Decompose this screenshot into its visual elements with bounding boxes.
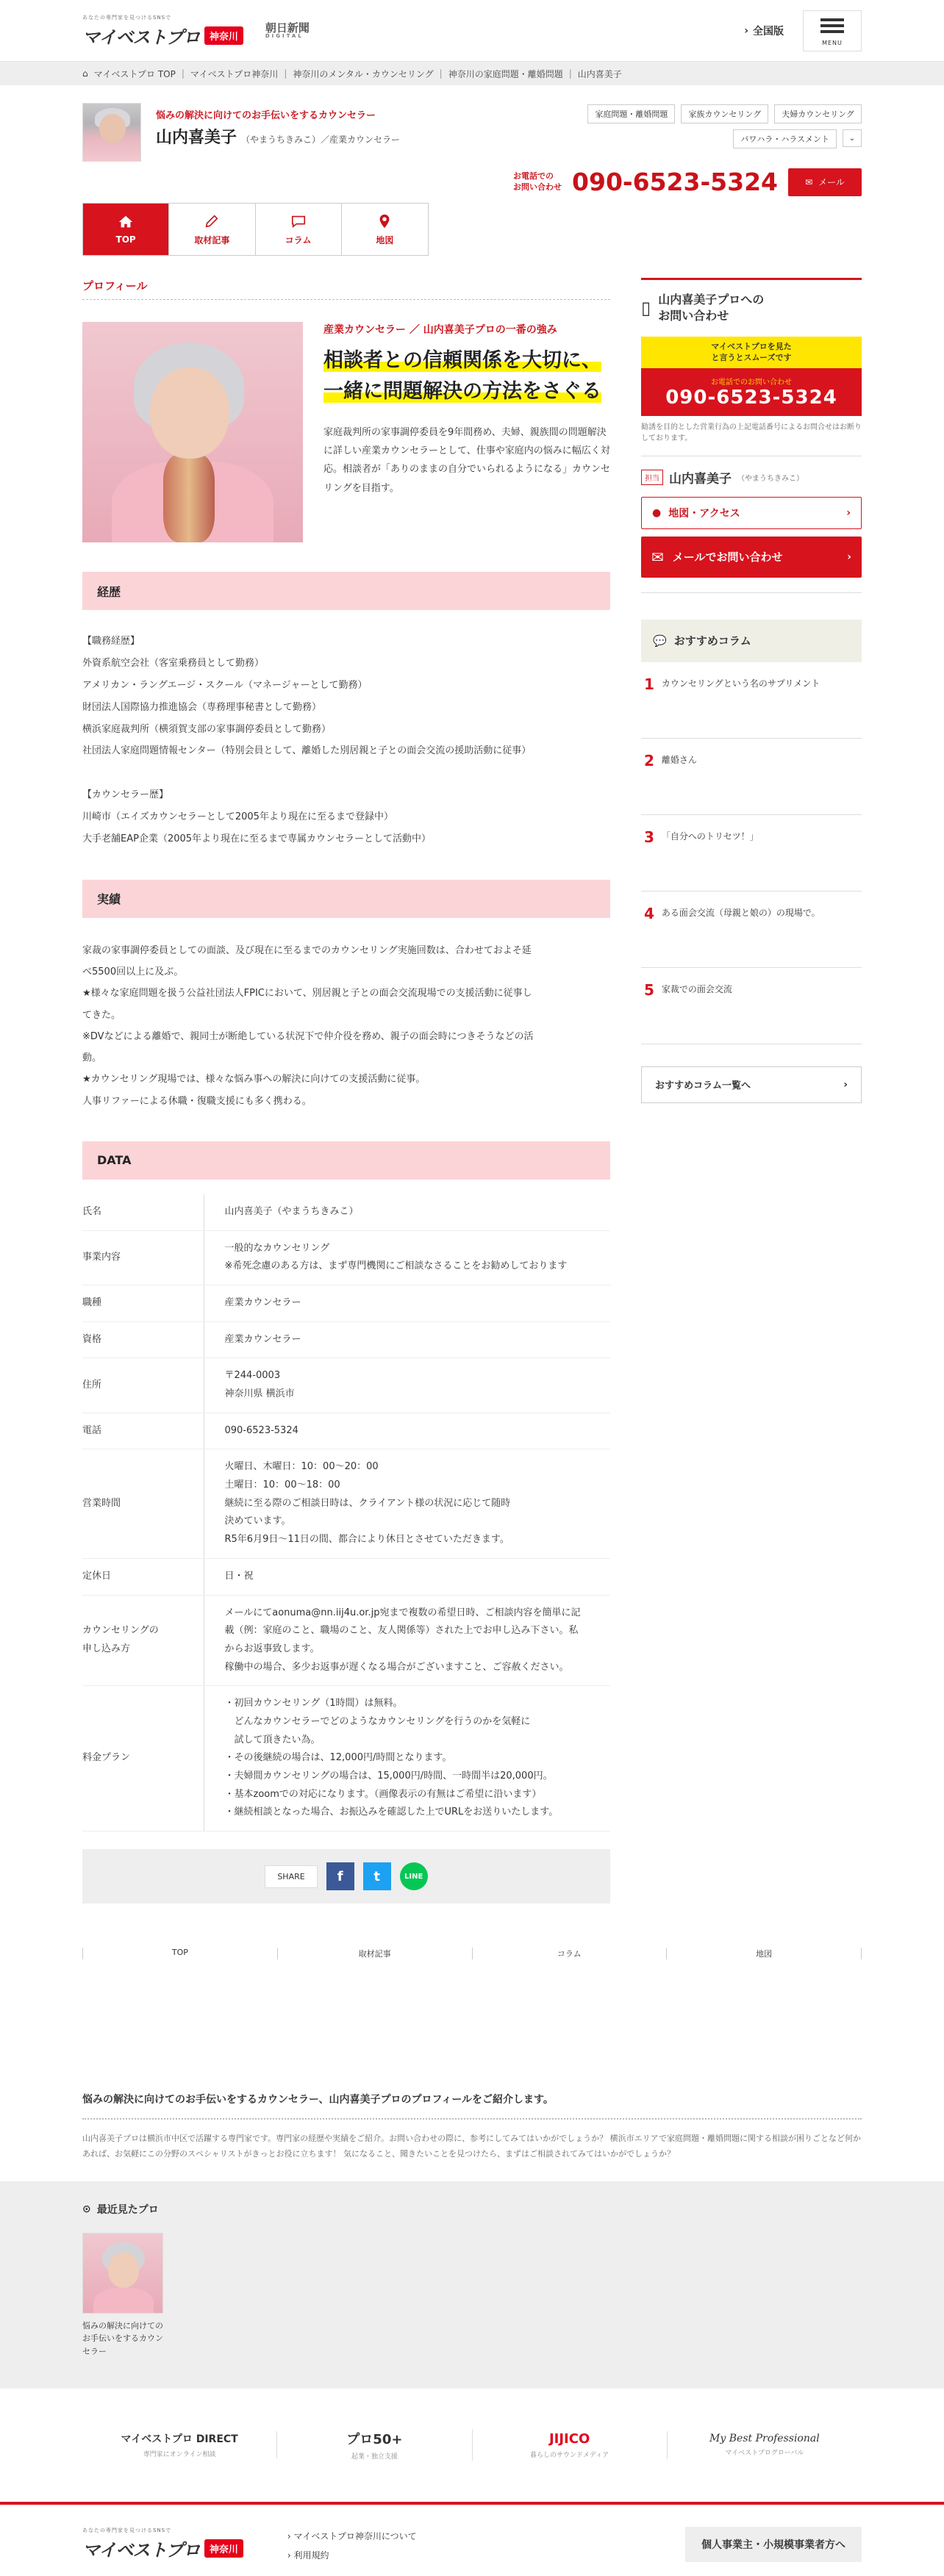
- partner-link[interactable]: [473, 2431, 668, 2459]
- partner-name: My Best Professional: [709, 2433, 820, 2445]
- career-line: [82, 762, 610, 784]
- mail-inquiry-button[interactable]: [641, 537, 862, 578]
- partner-link[interactable]: [668, 2433, 862, 2457]
- career-line: 横浜家庭裁判所（横須賀支部の家事調停委員として勤務）: [82, 723, 332, 735]
- menu-label: MENU: [822, 40, 843, 46]
- profile-headline-line2: 一緒に問題解決の方法をさぐる: [323, 379, 601, 403]
- pro-phone-row: [513, 168, 862, 196]
- mail-button-label: メール: [818, 177, 845, 187]
- data-row-value: 一般的なカウンセリング ※希死念慮のある方は、まず専門機関にご相談なさることをお勧めしております: [204, 1230, 610, 1285]
- sidebar-phone-label: お電話でのお問い合わせ: [711, 378, 792, 387]
- section-title-data: DATA: [82, 1141, 610, 1180]
- data-row-label: 事業内容: [82, 1230, 204, 1285]
- partner-links: [0, 2389, 944, 2502]
- data-row: [82, 1449, 610, 1558]
- data-row-label: 氏名: [82, 1194, 204, 1230]
- person-label: 担当: [641, 470, 663, 485]
- tab-label: 地図: [376, 234, 394, 245]
- smartphone-icon: ▯: [641, 297, 651, 318]
- recent-pro-card[interactable]: [82, 2233, 163, 2358]
- data-row-label: 資格: [82, 1321, 204, 1358]
- column-item[interactable]: [641, 739, 862, 815]
- sidebar-name-text: 山内喜美子: [669, 471, 732, 487]
- achievement-line: 動。: [82, 1052, 102, 1064]
- data-row: [82, 1413, 610, 1449]
- career-line: アメリカン・ラングエージ・スクール（マネージャーとして勤務）: [82, 679, 368, 691]
- pro-avatar: [82, 103, 141, 162]
- asahi-logo-sub: DIGITAL: [265, 33, 304, 40]
- footer-logo-text: マイベストプロ: [82, 2539, 200, 2561]
- column-item[interactable]: [641, 815, 862, 891]
- data-row-label: 職種: [82, 1285, 204, 1321]
- mail-inquiry-label: メールでお問い合わせ: [672, 550, 783, 564]
- data-row: [82, 1194, 610, 1230]
- data-row: [82, 1686, 610, 1831]
- bottom-nav-interview[interactable]: 取材記事: [358, 1949, 391, 1959]
- achievement-line: ★様々な家庭問題を扱う公益社団法人FPICにおいて、別居親と子との面会交流現場での支援活動に従事し: [82, 988, 532, 1000]
- map-access-button[interactable]: [641, 497, 862, 529]
- tel-label: [513, 171, 562, 193]
- column-number: 5: [644, 980, 654, 999]
- column-title: 離婚さん: [661, 754, 697, 765]
- profile-headline-line1: 相談者との信頼関係を大切に、: [323, 349, 601, 372]
- sidebar-pro-name: [641, 456, 862, 487]
- phone-note: 勧誘を目的とした営業行為の上記電話番号によるお問合せはお断りしております。: [641, 423, 862, 442]
- sidebar: [641, 278, 862, 1904]
- breadcrumb-separator: |: [181, 68, 185, 79]
- tag-link[interactable]: パワハラ・ハラスメント: [733, 129, 837, 148]
- section-title-achievements: 実績: [82, 880, 610, 918]
- career-line: 社団法人家庭問題情報センター（特別会員として、離婚した別居親と子との面会交流の援助活動に従事）: [82, 745, 532, 757]
- tab-column[interactable]: [256, 204, 342, 255]
- breadcrumb-separator: |: [284, 68, 287, 79]
- chevron-right-icon: ›: [843, 1078, 848, 1091]
- achievements-list: [82, 940, 610, 1112]
- phone-number[interactable]: 090-6523-5324: [572, 168, 778, 196]
- chevron-down-icon: ⊙: [82, 2203, 91, 2215]
- partner-sub: 暮らしのサウンドメディア: [530, 2451, 609, 2459]
- tag-link[interactable]: 家庭問題・離婚問題: [587, 104, 675, 123]
- map-access-label: 地図・アクセス: [668, 507, 740, 520]
- breadcrumb-item[interactable]: マイベストプロ神奈川: [190, 68, 279, 79]
- site-header: [0, 0, 944, 62]
- achievement-line: ★カウンセリング現場では、様々な悩み事への解決に向けての支援活動に従事。: [82, 1074, 426, 1086]
- tab-label: 取材記事: [194, 234, 230, 245]
- tel-label-line1: お電話での: [513, 171, 554, 182]
- data-row-value: 火曜日、木曜日：10：00〜20：00 土曜日：10：00〜18：00 継続に至る際のご相談日時は、クライアント様の状況に応じて随時 決めています。 R5年6月9日〜11日の間、都合により休日とさせていただきます。: [204, 1449, 610, 1558]
- partner-sub: マイベストプログローバル: [725, 2450, 804, 2458]
- menu-button[interactable]: [803, 10, 862, 51]
- mail-icon: ✉: [805, 176, 813, 187]
- footer-description: [82, 2092, 862, 2162]
- pro-tags: [553, 104, 862, 148]
- site-logo[interactable]: [82, 14, 243, 49]
- tab-label: TOP: [115, 234, 136, 245]
- logo-text: マイベストプロ: [82, 26, 200, 48]
- data-row-label: カウンセリングの 申し込み方: [82, 1595, 204, 1686]
- logo-prefecture: 神奈川: [204, 26, 243, 45]
- tag-link[interactable]: 家族カウンセリング: [681, 104, 768, 123]
- site-footer: [0, 2502, 944, 2572]
- pro-name-text: 山内喜美子: [156, 129, 237, 147]
- breadcrumb-item[interactable]: マイベストプロ TOP: [93, 68, 176, 79]
- share-bar: [82, 1849, 610, 1904]
- data-row-value: 〒244-0003 神奈川県 横浜市: [204, 1358, 610, 1413]
- column-title: 家裁での面会交流: [661, 983, 732, 994]
- column-item[interactable]: [641, 891, 862, 968]
- mail-icon: ✉: [651, 548, 664, 566]
- map-pin-icon: ●: [652, 506, 662, 519]
- footer-link[interactable]: › マイベストプロ神奈川について: [287, 2530, 417, 2541]
- footer-link-label: マイベストプロ神奈川について: [293, 2530, 417, 2541]
- tab-interview[interactable]: [169, 204, 255, 255]
- data-row: [82, 1358, 610, 1413]
- data-row-label: 料金プラン: [82, 1686, 204, 1831]
- asahi-logo-text: 朝日新聞: [265, 21, 310, 35]
- achievement-line: 人事リファーによる休職・復職支援にも多く携わる。: [82, 1095, 312, 1107]
- tip-line2: と言うとスムーズです: [711, 353, 792, 363]
- line-icon[interactable]: LINE: [400, 1862, 428, 1890]
- pencil-icon: [204, 213, 220, 229]
- footer-description-title: 悩みの解決に向けてのお手伝いをするカウンセラー、山内喜美子プロのプロフィールをご紹介します。: [82, 2092, 862, 2120]
- breadcrumb-separator: |: [568, 68, 572, 79]
- bottom-nav: [82, 1948, 862, 1959]
- pro-name-kana: （やまうちきみこ）／産業カウンセラー: [241, 134, 401, 145]
- footer-logo-tagline: あなたの専門家を見つけるSNSで: [82, 2527, 172, 2533]
- data-row-value: 産業カウンセラー: [204, 1321, 610, 1358]
- profile-intro: [82, 322, 610, 542]
- career-line: 大手老舗EAP企業（2005年より現在に至るまで専属カウンセラーとして活動中）: [82, 833, 432, 845]
- data-row-label: 電話: [82, 1413, 204, 1449]
- career-line: 財団法人国際協力推進協会（専務理事秘書として勤務）: [82, 701, 322, 713]
- contact-box: [641, 278, 862, 593]
- column-list-label: おすすめコラム一覧へ: [655, 1080, 751, 1092]
- chevron-right-icon: ›: [846, 506, 851, 519]
- mail-button[interactable]: [788, 168, 862, 196]
- main-content: [82, 278, 610, 1904]
- column-number: 2: [644, 751, 654, 769]
- asahi-logo[interactable]: [265, 22, 310, 40]
- hamburger-icon: [820, 15, 844, 36]
- data-row: [82, 1285, 610, 1321]
- contact-title-line1: 山内喜美子プロへの: [658, 293, 765, 306]
- chevron-right-icon: ›: [744, 25, 748, 37]
- recently-viewed-title: [82, 2202, 862, 2217]
- home-icon: [118, 214, 134, 230]
- column-title: カウンセリングという名のサプリメント: [661, 678, 820, 689]
- footer-logo[interactable]: [82, 2527, 243, 2566]
- column-item[interactable]: [641, 968, 862, 1044]
- breadcrumb: [0, 62, 944, 85]
- recent-pro-caption: 悩みの解決に向けてのお手伝いをするカウンセラー: [82, 2320, 163, 2357]
- national-link-label: 全国版: [753, 26, 784, 37]
- data-row-value: メールにてaonuma@nn.iij4u.or.jp宛まで複数の希望日時、ご相談内容を簡単に記 載（例：家庭のこと、職場のこと、友人関係等）された上でお申し込み下さい。私 からお返事致します。 稼働中の場合、多少お返事が遅くなる場合がございますこと、ご容赦ください。: [204, 1595, 610, 1686]
- career-line: 外資系航空会社（客室乗務員として勤務）: [82, 657, 265, 669]
- footer-links: [287, 2527, 417, 2566]
- profile-subtitle: 産業カウンセラー ／ 山内喜美子プロの一番の強み: [323, 324, 557, 336]
- bottom-nav-top[interactable]: TOP: [171, 1948, 188, 1958]
- data-row-label: 住所: [82, 1358, 204, 1413]
- breadcrumb-current: 山内喜美子: [577, 68, 622, 79]
- contact-title: [641, 292, 862, 325]
- data-table: [82, 1194, 610, 1831]
- home-icon: ⌂: [82, 68, 88, 79]
- achievement-line: てきた。: [82, 1009, 121, 1021]
- column-item[interactable]: [641, 662, 862, 739]
- profile-photo: [82, 322, 303, 542]
- column-list-button[interactable]: [641, 1066, 862, 1103]
- column-number: 3: [644, 828, 654, 846]
- data-row-label: 定休日: [82, 1558, 204, 1595]
- career-line: 【職務経歴】: [82, 636, 140, 647]
- partner-name: プロ50+: [346, 2432, 403, 2448]
- tel-label-line2: お問い合わせ: [513, 182, 562, 192]
- tab-top[interactable]: [83, 204, 169, 255]
- chat-icon: [290, 213, 307, 229]
- facebook-icon[interactable]: f: [326, 1862, 354, 1890]
- partner-name: JIJICO: [548, 2430, 590, 2447]
- twitter-icon[interactable]: t: [363, 1862, 391, 1890]
- bottom-nav-map[interactable]: 地図: [756, 1949, 773, 1959]
- bottom-nav-column[interactable]: コラム: [557, 1949, 582, 1959]
- footer-description-body: 山内喜美子プロは横浜市中区で活躍する専門家です。専門家の経歴や実績をご紹介。お問い合わせの際に、参考にしてみてはいかがでしょうか？ 横浜市エリアで家庭問題・離婚問題に関する相談が困りごとなど何かあれば、お気軽にこの分野のスペシャリストがきっとお役に立ちます！ 気になること、聞きたいことを見つけたら、まずはご相談されてみてはいかがでしょうか？: [82, 2134, 861, 2159]
- pro-header: [0, 85, 944, 203]
- sidebar-phone-button[interactable]: [641, 368, 862, 416]
- pro-name: [156, 125, 400, 148]
- partner-sub: 専門家にオンライン相談: [143, 2451, 216, 2459]
- tag-link[interactable]: 夫婦カウンセリング: [774, 104, 862, 123]
- recommended-columns: [641, 620, 862, 1103]
- column-number: 1: [644, 675, 654, 693]
- chevron-down-icon[interactable]: ⌄: [843, 129, 862, 147]
- data-row-value: ・初回カウンセリング（1時間）は無料。 どんなカウンセラーでどのようなカウンセリングを行うのかを気軽に 試して頂きたい為。 ・その後継続の場合は、12,000円/時間となります。 ・夫婦間カウンセリングの場合は、15,000円/時間、一時間半は20,000円。 ・基本zoomでの対応になります。（画像表示の有無はご希望に沿います） ・継続相談となった場合、お振込みを確認した上でURLをお送りいたします。: [204, 1686, 610, 1831]
- data-row-value: 産業カウンセラー: [204, 1285, 610, 1321]
- achievement-line: 家裁の家事調停委員としての面談、及び現在に至るまでのカウンセリング実施回数は、合わせておよそ延: [82, 944, 532, 956]
- breadcrumb-item[interactable]: 神奈川のメンタル・カウンセリング: [293, 68, 434, 79]
- breadcrumb-item[interactable]: 神奈川の家庭問題・離婚問題: [448, 68, 563, 79]
- section-title-profile: プロフィール: [82, 278, 610, 300]
- career-line: 【カウンセラー歴】: [82, 789, 169, 801]
- columns-title: おすすめコラム: [673, 634, 751, 648]
- logo-tagline: あなたの専門家を見つけるSNSで: [82, 14, 172, 21]
- data-row: [82, 1321, 610, 1358]
- partner-link[interactable]: [277, 2429, 472, 2461]
- recently-viewed: [0, 2181, 944, 2389]
- data-row: [82, 1558, 610, 1595]
- career-list: [82, 631, 610, 850]
- footer-logo-prefecture: 神奈川: [204, 2539, 243, 2558]
- breadcrumb-separator: |: [439, 68, 443, 79]
- profile-body: 家庭裁判所の家事調停委員を9年間務め、夫婦、親族間の問題解決に詳しい産業カウンセラーとして、仕事や家庭内の悩みに幅広く対応。相談者が「ありのままの自分でいられるようになる」カウンセリングを目指す。: [323, 426, 611, 494]
- recent-pro-photo: [82, 2233, 163, 2314]
- sidebar-phone-number: 090-6523-5324: [665, 386, 837, 409]
- column-title: ある面会交流（母親と娘の）の現場で。: [661, 907, 820, 918]
- chat-icon: 💬: [653, 634, 667, 647]
- tip-banner: [641, 337, 862, 368]
- data-row-value: 山内喜美子（やまうちきみこ）: [204, 1194, 610, 1230]
- national-link[interactable]: [725, 24, 803, 38]
- footer-link-label: 利用規約: [293, 2550, 329, 2561]
- columns-header: [641, 620, 862, 662]
- share-label: SHARE: [265, 1865, 317, 1888]
- footer-link[interactable]: › 利用規約: [287, 2550, 329, 2561]
- data-row-value: 090-6523-5324: [204, 1413, 610, 1449]
- tip-line1: マイベストプロを見た: [711, 341, 792, 351]
- data-row: [82, 1595, 610, 1686]
- sidebar-name-kana: （やまうちきみこ）: [737, 474, 804, 483]
- contact-title-line2: お問い合わせ: [658, 309, 729, 323]
- partner-link[interactable]: [82, 2431, 277, 2458]
- data-row: [82, 1230, 610, 1285]
- recently-viewed-label: 最近見たプロ: [96, 2203, 159, 2216]
- profile-headline: [323, 345, 610, 407]
- column-number: 4: [644, 904, 654, 922]
- career-line: 川崎市（エイズカウンセラーとして2005年より現在に至るまで登録中）: [82, 811, 393, 823]
- pro-tabs: [82, 203, 429, 256]
- pro-catchphrase: 悩みの解決に向けてのお手伝いをするカウンセラー: [156, 110, 376, 121]
- business-owner-button[interactable]: 個人事業主・小規模事業者方へ: [685, 2527, 862, 2562]
- tab-label: コラム: [285, 234, 312, 245]
- section-title-career: 経歴: [82, 572, 610, 610]
- data-row-value: 日・祝: [204, 1558, 610, 1595]
- chevron-right-icon: ›: [847, 550, 851, 563]
- tab-map[interactable]: [342, 204, 428, 255]
- partner-name: マイベストプロ DIRECT: [121, 2433, 238, 2446]
- map-pin-icon: [376, 213, 393, 229]
- achievement-line: べ5500回以上に及ぶ。: [82, 966, 184, 978]
- partner-sub: 起業・独立支援: [351, 2453, 398, 2461]
- data-row-label: 営業時間: [82, 1449, 204, 1558]
- achievement-line: ※DVなどによる離婚で、親同士が断絶している状況下で仲介役を務め、親子の面会時につきそうなどの活: [82, 1030, 534, 1042]
- column-title: 「自分へのトリセツ！」: [661, 830, 759, 842]
